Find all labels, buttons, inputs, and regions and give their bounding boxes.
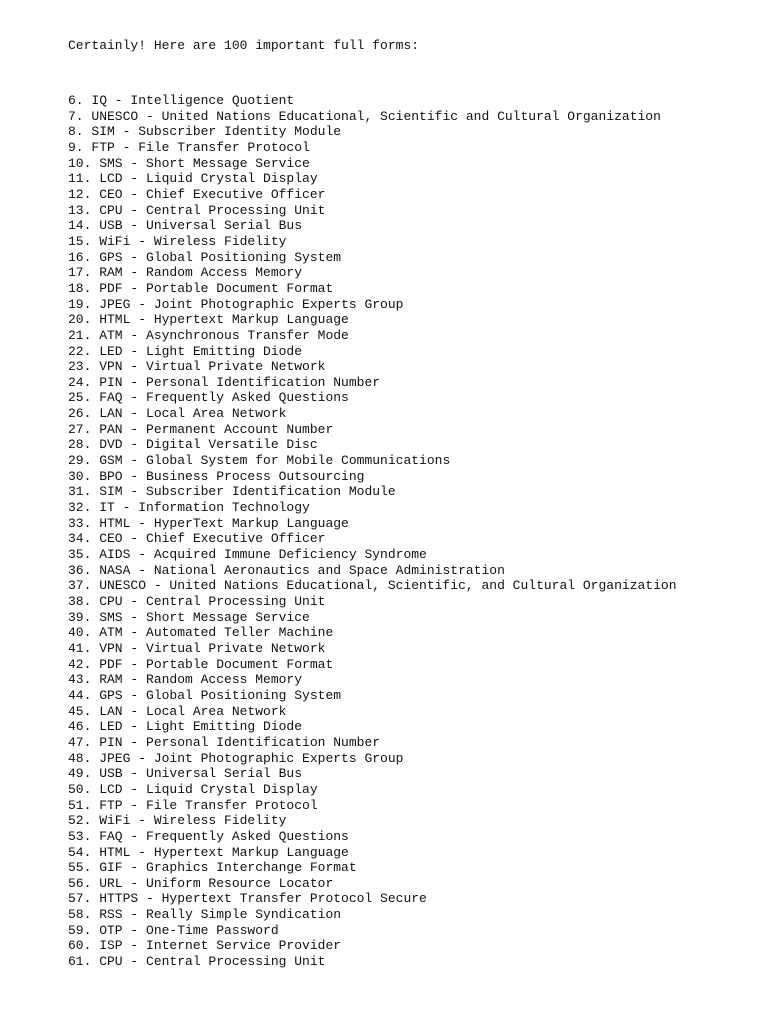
list-item: 58. RSS - Really Simple Syndication — [68, 907, 342, 923]
list-item: 31. SIM - Subscriber Identification Module — [68, 484, 396, 500]
list-item: 20. HTML - Hypertext Markup Language — [68, 312, 349, 328]
list-item: 61. CPU - Central Processing Unit — [68, 954, 326, 970]
list-item: 11. LCD - Liquid Crystal Display — [68, 171, 318, 187]
list-item: 44. GPS - Global Positioning System — [68, 687, 342, 703]
list-item: 32. IT - Information Technology — [68, 500, 310, 516]
list-item: 35. AIDS - Acquired Immune Deficiency Syndrome — [68, 547, 427, 563]
list-item: 24. PIN - Personal Identification Number — [68, 374, 381, 390]
list-item: 9. FTP - File Transfer Protocol — [68, 139, 310, 155]
list-item: 46. LED - Light Emitting Diode — [68, 719, 303, 735]
list-item: 54. HTML - Hypertext Markup Language — [68, 844, 349, 860]
list-item: 14. USB - Universal Serial Bus — [68, 218, 303, 234]
document-body — [68, 38, 758, 970]
list-item: 55. GIF - Graphics Interchange Format — [68, 860, 357, 876]
list-item: 28. DVD - Digital Versatile Disc — [68, 437, 318, 453]
list-item: 10. SMS - Short Message Service — [68, 155, 310, 171]
list-item: 8. SIM - Subscriber Identity Module — [68, 124, 342, 140]
list-item: 52. WiFi - Wireless Fidelity — [68, 813, 287, 829]
list-item: 13. CPU - Central Processing Unit — [68, 202, 326, 218]
list-item: 41. VPN - Virtual Private Network — [68, 640, 326, 656]
list-item: 34. CEO - Chief Executive Officer — [68, 531, 326, 547]
list-item: 51. FTP - File Transfer Protocol — [68, 797, 318, 813]
list-item: 16. GPS - Global Positioning System — [68, 249, 342, 265]
list-item: 45. LAN - Local Area Network — [68, 703, 287, 719]
list-item: 50. LCD - Liquid Crystal Display — [68, 781, 318, 797]
list-item: 43. RAM - Random Access Memory — [68, 672, 303, 688]
list-item: 37. UNESCO - United Nations Educational, Scientific, and Cultural Organization — [68, 578, 677, 594]
list-item: 42. PDF - Portable Document Format — [68, 656, 334, 672]
list-item: 60. ISP - Internet Service Provider — [68, 938, 342, 954]
list-item: 57. HTTPS - Hypertext Transfer Protocol Secure — [68, 891, 427, 907]
list-item: 59. OTP - One-Time Password — [68, 922, 279, 938]
list-item: 19. JPEG - Joint Photographic Experts Group — [68, 296, 404, 312]
list-item: 33. HTML - HyperText Markup Language — [68, 515, 349, 531]
list-item: 21. ATM - Asynchronous Transfer Mode — [68, 327, 349, 343]
list-item: 26. LAN - Local Area Network — [68, 406, 287, 422]
list-item: 15. WiFi - Wireless Fidelity — [68, 233, 287, 249]
list-item: 7. UNESCO - United Nations Educational, Scientific and Cultural Organization — [68, 108, 661, 124]
list-item: 56. URL - Uniform Resource Locator — [68, 875, 334, 891]
full-forms-list — [68, 93, 758, 970]
list-item: 12. CEO - Chief Executive Officer — [68, 186, 326, 202]
list-item: 39. SMS - Short Message Service — [68, 609, 310, 625]
list-item: 48. JPEG - Joint Photographic Experts Group — [68, 750, 404, 766]
intro-line: Certainly! Here are 100 important full forms: — [68, 38, 420, 53]
list-item: 49. USB - Universal Serial Bus — [68, 766, 303, 782]
list-item: 36. NASA - National Aeronautics and Space Administration — [68, 562, 505, 578]
list-item: 18. PDF - Portable Document Format — [68, 280, 334, 296]
list-item: 53. FAQ - Frequently Asked Questions — [68, 828, 349, 844]
list-item: 17. RAM - Random Access Memory — [68, 265, 303, 281]
list-item: 23. VPN - Virtual Private Network — [68, 359, 326, 375]
list-item: 22. LED - Light Emitting Diode — [68, 343, 303, 359]
list-item: 47. PIN - Personal Identification Number — [68, 734, 381, 750]
list-item: 27. PAN - Permanent Account Number — [68, 421, 334, 437]
list-item: 30. BPO - Business Process Outsourcing — [68, 468, 365, 484]
list-item: 40. ATM - Automated Teller Machine — [68, 625, 334, 641]
list-item: 38. CPU - Central Processing Unit — [68, 594, 326, 609]
list-item: 29. GSM - Global System for Mobile Communications — [68, 453, 451, 469]
list-item: 6. IQ - Intelligence Quotient — [68, 93, 295, 108]
list-item: 25. FAQ - Frequently Asked Questions — [68, 390, 349, 406]
